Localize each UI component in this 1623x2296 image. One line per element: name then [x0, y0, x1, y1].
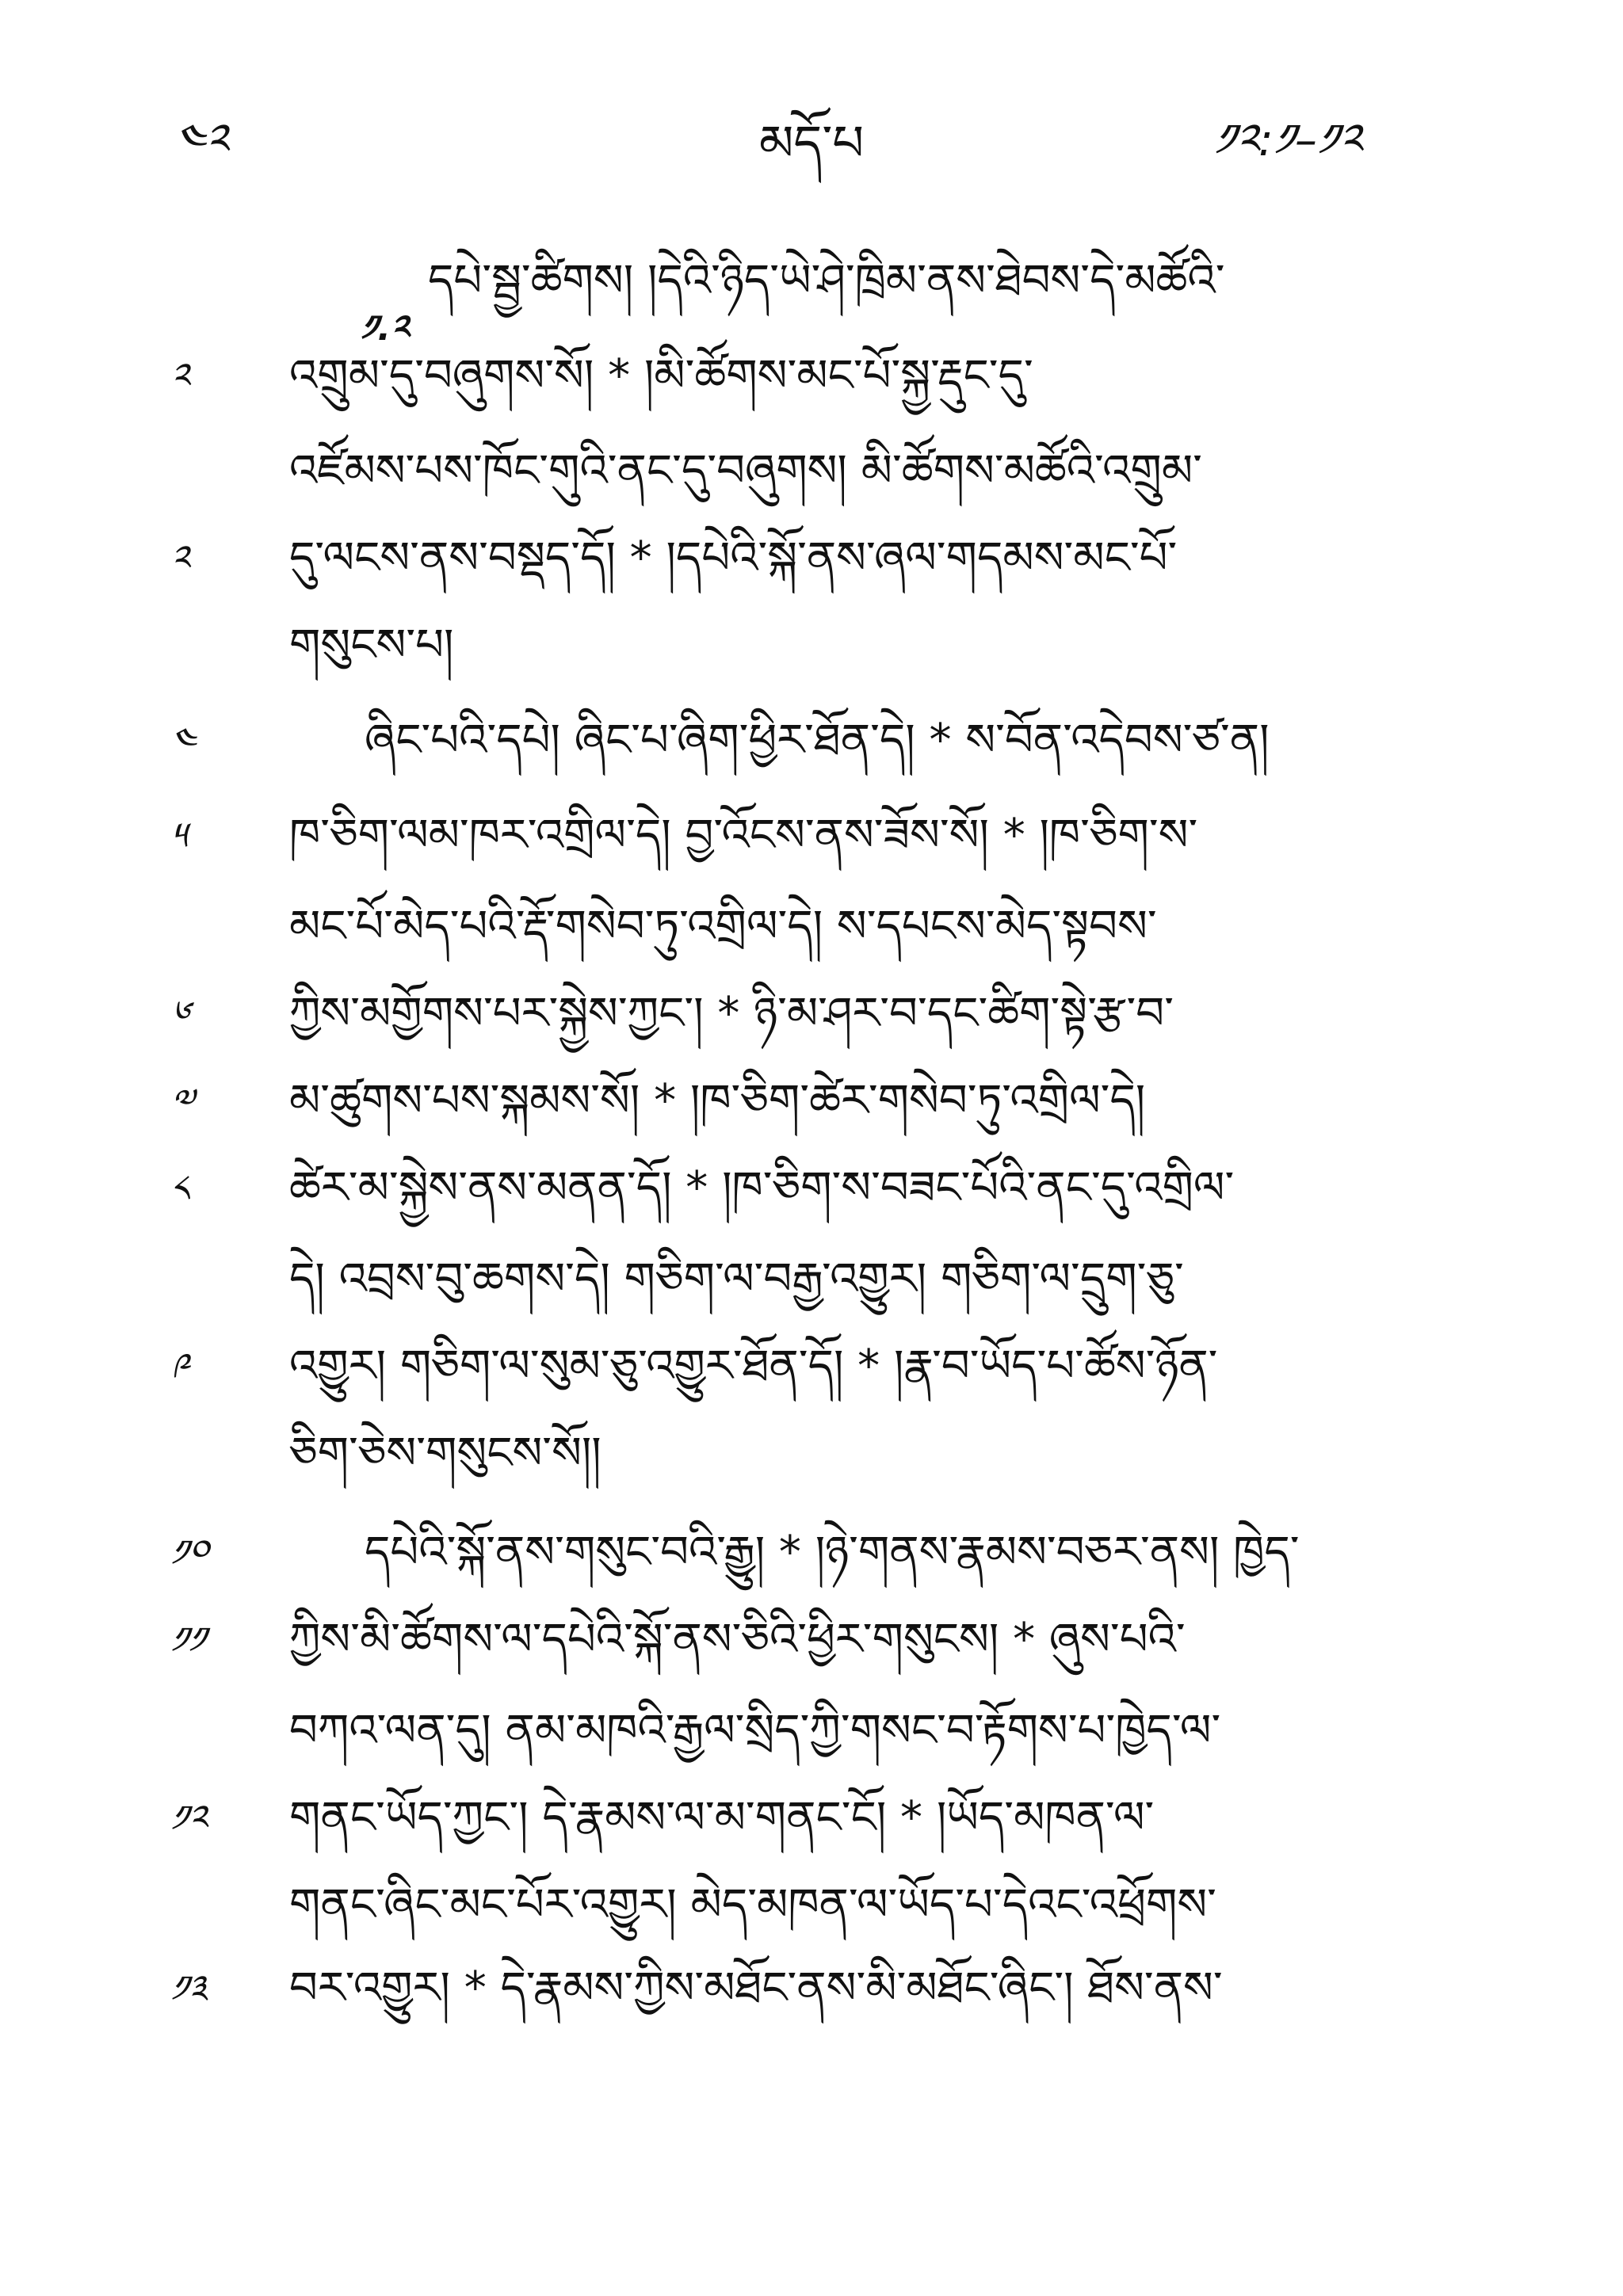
text-line: [0, 1862, 1623, 1949]
text-line: [0, 333, 1623, 420]
line-text: འཛོམས་པས་ཁོང་གུའི་ནང་དུ་བཞུགས། མི་ཚོགས་མཚོའི་འགྲུམ་: [289, 445, 1202, 497]
text-line: [0, 1410, 1623, 1497]
text-line: [0, 1945, 1623, 2032]
text-line: [0, 971, 1623, 1058]
line-number: ༦: [170, 993, 189, 1035]
line-text: བཀའ་ལན་དུ། ནམ་མཁའི་རྒྱལ་སྲིད་ཀྱི་གསང་བ་རྟོགས་པ་ཁྱེད་ལ་: [289, 1705, 1221, 1756]
line-text: དེ། འབྲས་བུ་ཆགས་དེ། གཅིག་ལ་བརྒྱ་འགྱུར། གཅིག་ལ་དྲུག་ཅུ་: [289, 1253, 1184, 1305]
text-line: [0, 1688, 1623, 1775]
text-line: [0, 238, 1623, 325]
text-line: [0, 1775, 1623, 1862]
text-line: [0, 1058, 1623, 1145]
line-text: ཀྱིས་མི་ཚོགས་ལ་དཔེའི་སྐོ་ནས་ཅིའི་ཕྱིར་གསུངས། * ཞུས་པའི་: [289, 1614, 1186, 1665]
line-text: ཞིང་པའི་དཔེ། ཞིང་པ་ཞིག་ཕྱིར་ཐོན་དེ། * ས་བོན་འདེབས་ཙ་ན།: [365, 715, 1270, 766]
line-number: ༡༡: [170, 1619, 206, 1661]
text-line: [0, 1145, 1623, 1232]
line-text: མ་ཚུགས་པས་སྐམས་སོ། * །ཁ་ཅིག་ཚེར་གསེབ་ཏུ་འགྲིལ་དེ།: [289, 1075, 1146, 1127]
line-text: ཅིག་ཅེས་གསུངས་སོ།།: [289, 1428, 601, 1479]
line-number: ༨: [170, 1167, 189, 1210]
line-text: དུ་ལངས་ནས་བསྡད་དོ། * །དཔེའི་སྐོ་ནས་ཞལ་གདམས་མང་པོ་: [289, 532, 1178, 584]
text-line: [0, 602, 1623, 689]
line-number: ༤: [170, 719, 196, 762]
text-line: [0, 883, 1623, 971]
line-text: དཔེ་སྦྱ་ཚིགས། །དེའི་ཉིད་ཡེ་ཤེ་ཁྲིམ་ནས་ཐེབས་དེ་མཚོའི་: [428, 255, 1225, 307]
line-text: འགྲུམ་དུ་བཞུགས་སོ། * །མི་ཚོགས་མང་པོ་སྐྱ་རྡུང་དུ་: [289, 350, 1033, 402]
line-number: ༡༠: [170, 1531, 208, 1574]
line-text: ཀྱིས་མགྱོགས་པར་སྐྱེས་ཀྱང་། * ཉི་མ་ཤར་བ་དང་ཚིག་སྟེ་རྩ་བ་: [289, 988, 1174, 1039]
text-line: [0, 428, 1623, 515]
text-line: [0, 792, 1623, 879]
text-line: [0, 515, 1623, 602]
line-text: དཔེའི་སྐོ་ནས་གསུང་བའི་རྒྱུ། * །ཉེ་གནས་རྣམས་བཅར་ནས། ཁྱེད་: [365, 1527, 1300, 1578]
text-line: [0, 1596, 1623, 1684]
line-text: བར་འགྱུར། * དེ་རྣམས་ཀྱིས་མཐོང་ནས་མི་མཐོང་ཞིང་། ཐོས་ནས་: [289, 1962, 1223, 2014]
line-text: ཚེར་མ་སྐྱེས་ནས་མནན་དོ། * །ཁ་ཅིག་ས་བཟང་པོའི་ནང་དུ་འགྲིལ་: [289, 1162, 1235, 1214]
line-number: ༥: [170, 814, 187, 857]
line-number: ༧: [170, 1080, 194, 1123]
line-text: འགྱུར། གཅིག་ལ་སུམ་ཅུ་འགྱུར་ཐོན་དོ། * །རྣ་བ་ཡོད་པ་ཚོས་ཉོན་: [289, 1341, 1218, 1392]
line-number: ༩: [170, 1345, 189, 1388]
verse-range: ༡༢:༡–༡༢: [1213, 115, 1361, 166]
line-text: གསུངས་པ།: [289, 620, 454, 671]
line-text: གནང་ཡོད་ཀྱང་། དེ་རྣམས་ལ་མ་གནང་ངོ། * །ཡོད་མཁན་ལ་: [289, 1792, 1155, 1844]
line-number: ༡༣: [170, 1967, 208, 2010]
page-title: མདོ་པ: [758, 114, 865, 172]
line-number: ༢: [170, 355, 189, 398]
page-number: ༤༢: [174, 115, 228, 166]
text-line: [0, 697, 1623, 784]
text-line: [0, 1236, 1623, 1323]
text-line: [0, 1509, 1623, 1596]
text-line: [0, 1323, 1623, 1410]
section-marker: ༡.༢: [361, 308, 409, 349]
line-text: གནང་ཞིང་མང་པོར་འགྱུར། མེད་མཁན་ལ་ཡོད་པ་དེའང་འཕྲོགས་: [289, 1879, 1216, 1931]
line-text: ཁ་ཅིག་ལམ་ཁར་འགྲིལ་དེ། བྱ་འོངས་ནས་ཟོས་སོ། * །ཁ་ཅིག་ས་: [289, 810, 1198, 861]
line-number: ༡༢: [170, 1797, 208, 1840]
line-number: ༢: [170, 537, 189, 580]
line-text: མང་པོ་མེད་པའི་རྡོ་གསེབ་ཏུ་འགྲིལ་དེ། ས་དཔངས་མེད་སྟབས་: [289, 901, 1157, 952]
